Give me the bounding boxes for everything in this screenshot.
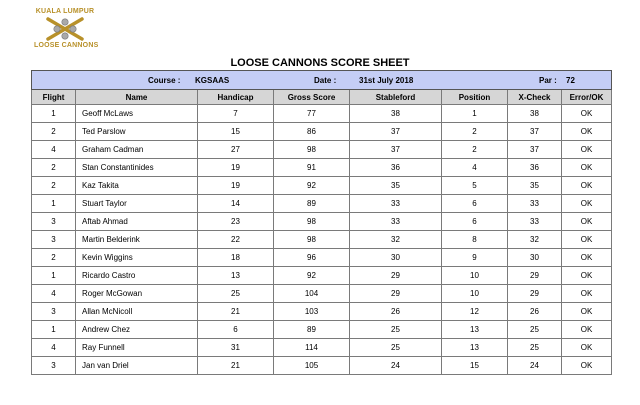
cell-handicap: 23 (198, 213, 274, 231)
cell-gross: 104 (274, 285, 350, 303)
cell-status: OK (562, 213, 612, 231)
cell-stableford: 25 (350, 339, 442, 357)
cell-flight: 1 (32, 105, 76, 123)
cell-name: Kaz Takita (76, 177, 198, 195)
logo-text-top: KUALA LUMPUR (35, 8, 95, 15)
table-row (32, 357, 612, 375)
table-body (32, 105, 612, 375)
cell-gross: 98 (274, 213, 350, 231)
cell-stableford: 25 (350, 321, 442, 339)
cell-name: Ray Funnell (76, 339, 198, 357)
date-value: 31st July 2018 (359, 75, 414, 85)
table-row (32, 141, 612, 159)
score-table (31, 70, 612, 375)
table-row (32, 123, 612, 141)
table-row (32, 303, 612, 321)
cell-name: Roger McGowan (76, 285, 198, 303)
cell-gross: 98 (274, 141, 350, 159)
cell-handicap: 21 (198, 357, 274, 375)
cell-handicap: 21 (198, 303, 274, 321)
cell-name: Geoff McLaws (76, 105, 198, 123)
cell-name: Ted Parslow (76, 123, 198, 141)
cell-name: Andrew Chez (76, 321, 198, 339)
cell-status: OK (562, 321, 612, 339)
cell-name: Graham Cadman (76, 141, 198, 159)
cell-flight: 2 (32, 123, 76, 141)
cell-flight: 3 (32, 213, 76, 231)
cell-flight: 3 (32, 357, 76, 375)
cell-position: 6 (442, 195, 508, 213)
column-header-x-check: X-Check (508, 90, 562, 105)
cell-stableford: 26 (350, 303, 442, 321)
column-header-name: Name (76, 90, 198, 105)
cell-status: OK (562, 339, 612, 357)
course-label: Course : (148, 75, 181, 85)
table-row (32, 321, 612, 339)
cell-stableford: 30 (350, 249, 442, 267)
cell-handicap: 19 (198, 159, 274, 177)
cell-status: OK (562, 285, 612, 303)
cell-handicap: 14 (198, 195, 274, 213)
cell-position: 2 (442, 123, 508, 141)
cell-name: Martin Belderink (76, 231, 198, 249)
cell-position: 1 (442, 105, 508, 123)
table-row (32, 195, 612, 213)
cell-status: OK (562, 177, 612, 195)
cell-stableford: 37 (350, 141, 442, 159)
column-header-position: Position (442, 90, 508, 105)
table-row (32, 231, 612, 249)
cell-position: 15 (442, 357, 508, 375)
cell-name: Allan McNicoll (76, 303, 198, 321)
cell-position: 10 (442, 267, 508, 285)
cell-xcheck: 36 (508, 159, 562, 177)
cell-gross: 89 (274, 321, 350, 339)
cell-gross: 77 (274, 105, 350, 123)
table-row (32, 177, 612, 195)
cell-handicap: 27 (198, 141, 274, 159)
table-row (32, 105, 612, 123)
column-header-stableford: Stableford (350, 90, 442, 105)
cell-status: OK (562, 105, 612, 123)
cell-status: OK (562, 249, 612, 267)
cell-handicap: 19 (198, 177, 274, 195)
par-label: Par : (539, 75, 557, 85)
cell-flight: 1 (32, 195, 76, 213)
cell-status: OK (562, 231, 612, 249)
cell-gross: 114 (274, 339, 350, 357)
cell-gross: 89 (274, 195, 350, 213)
cell-position: 13 (442, 321, 508, 339)
table-row (32, 213, 612, 231)
cell-xcheck: 24 (508, 357, 562, 375)
cell-xcheck: 32 (508, 231, 562, 249)
course-value: KGSAAS (195, 75, 230, 85)
cell-xcheck: 37 (508, 141, 562, 159)
cell-xcheck: 25 (508, 321, 562, 339)
cell-flight: 2 (32, 159, 76, 177)
cell-xcheck: 29 (508, 285, 562, 303)
cell-gross: 92 (274, 267, 350, 285)
cell-position: 12 (442, 303, 508, 321)
cell-xcheck: 26 (508, 303, 562, 321)
table-row (32, 267, 612, 285)
cell-handicap: 7 (198, 105, 274, 123)
cell-position: 13 (442, 339, 508, 357)
cell-handicap: 18 (198, 249, 274, 267)
cell-xcheck: 38 (508, 105, 562, 123)
column-header-error-ok: Error/OK (562, 90, 612, 105)
date-label: Date : (314, 75, 337, 85)
cell-flight: 2 (32, 249, 76, 267)
cell-stableford: 33 (350, 213, 442, 231)
cell-handicap: 13 (198, 267, 274, 285)
cell-flight: 4 (32, 339, 76, 357)
cell-xcheck: 30 (508, 249, 562, 267)
cell-name: Stan Constantinides (76, 159, 198, 177)
table-row (32, 285, 612, 303)
club-logo (34, 8, 99, 50)
cell-stableford: 29 (350, 267, 442, 285)
cell-gross: 91 (274, 159, 350, 177)
cell-flight: 3 (32, 303, 76, 321)
crossed-cannons-icon (44, 16, 86, 42)
cell-handicap: 6 (198, 321, 274, 339)
cell-stableford: 32 (350, 231, 442, 249)
cell-position: 4 (442, 159, 508, 177)
cell-xcheck: 33 (508, 195, 562, 213)
cell-gross: 105 (274, 357, 350, 375)
cell-position: 2 (442, 141, 508, 159)
cell-stableford: 36 (350, 159, 442, 177)
cell-status: OK (562, 123, 612, 141)
cell-gross: 96 (274, 249, 350, 267)
column-header-flight: Flight (32, 90, 76, 105)
cell-position: 6 (442, 213, 508, 231)
cell-stableford: 37 (350, 123, 442, 141)
logo-text-bottom: LOOSE CANNONS (34, 42, 99, 49)
cell-gross: 86 (274, 123, 350, 141)
cell-handicap: 22 (198, 231, 274, 249)
cell-position: 5 (442, 177, 508, 195)
cell-name: Jan van Driel (76, 357, 198, 375)
cell-stableford: 33 (350, 195, 442, 213)
cell-stableford: 29 (350, 285, 442, 303)
cell-xcheck: 33 (508, 213, 562, 231)
cell-handicap: 25 (198, 285, 274, 303)
cell-status: OK (562, 267, 612, 285)
header-row (32, 90, 612, 105)
cell-name: Ricardo Castro (76, 267, 198, 285)
table-row (32, 159, 612, 177)
cell-position: 10 (442, 285, 508, 303)
cell-handicap: 15 (198, 123, 274, 141)
page-title: LOOSE CANNONS SCORE SHEET (230, 57, 410, 69)
cell-stableford: 35 (350, 177, 442, 195)
cell-gross: 103 (274, 303, 350, 321)
cell-flight: 4 (32, 141, 76, 159)
course-info-row (32, 71, 612, 90)
par-value: 72 (566, 75, 575, 85)
cell-handicap: 31 (198, 339, 274, 357)
column-header-handicap: Handicap (198, 90, 274, 105)
cell-status: OK (562, 195, 612, 213)
cell-status: OK (562, 303, 612, 321)
cell-xcheck: 35 (508, 177, 562, 195)
cell-flight: 2 (32, 177, 76, 195)
cell-position: 9 (442, 249, 508, 267)
cell-stableford: 38 (350, 105, 442, 123)
cell-xcheck: 25 (508, 339, 562, 357)
cell-flight: 1 (32, 267, 76, 285)
cell-name: Aftab Ahmad (76, 213, 198, 231)
cell-position: 8 (442, 231, 508, 249)
cell-gross: 92 (274, 177, 350, 195)
table-row (32, 339, 612, 357)
cell-status: OK (562, 141, 612, 159)
table-row (32, 249, 612, 267)
cell-flight: 4 (32, 285, 76, 303)
cell-xcheck: 29 (508, 267, 562, 285)
cell-status: OK (562, 159, 612, 177)
cell-xcheck: 37 (508, 123, 562, 141)
cell-status: OK (562, 357, 612, 375)
cell-name: Kevin Wiggins (76, 249, 198, 267)
cell-flight: 3 (32, 231, 76, 249)
cell-flight: 1 (32, 321, 76, 339)
cell-name: Stuart Taylor (76, 195, 198, 213)
cell-stableford: 24 (350, 357, 442, 375)
column-header-gross-score: Gross Score (274, 90, 350, 105)
cell-gross: 98 (274, 231, 350, 249)
